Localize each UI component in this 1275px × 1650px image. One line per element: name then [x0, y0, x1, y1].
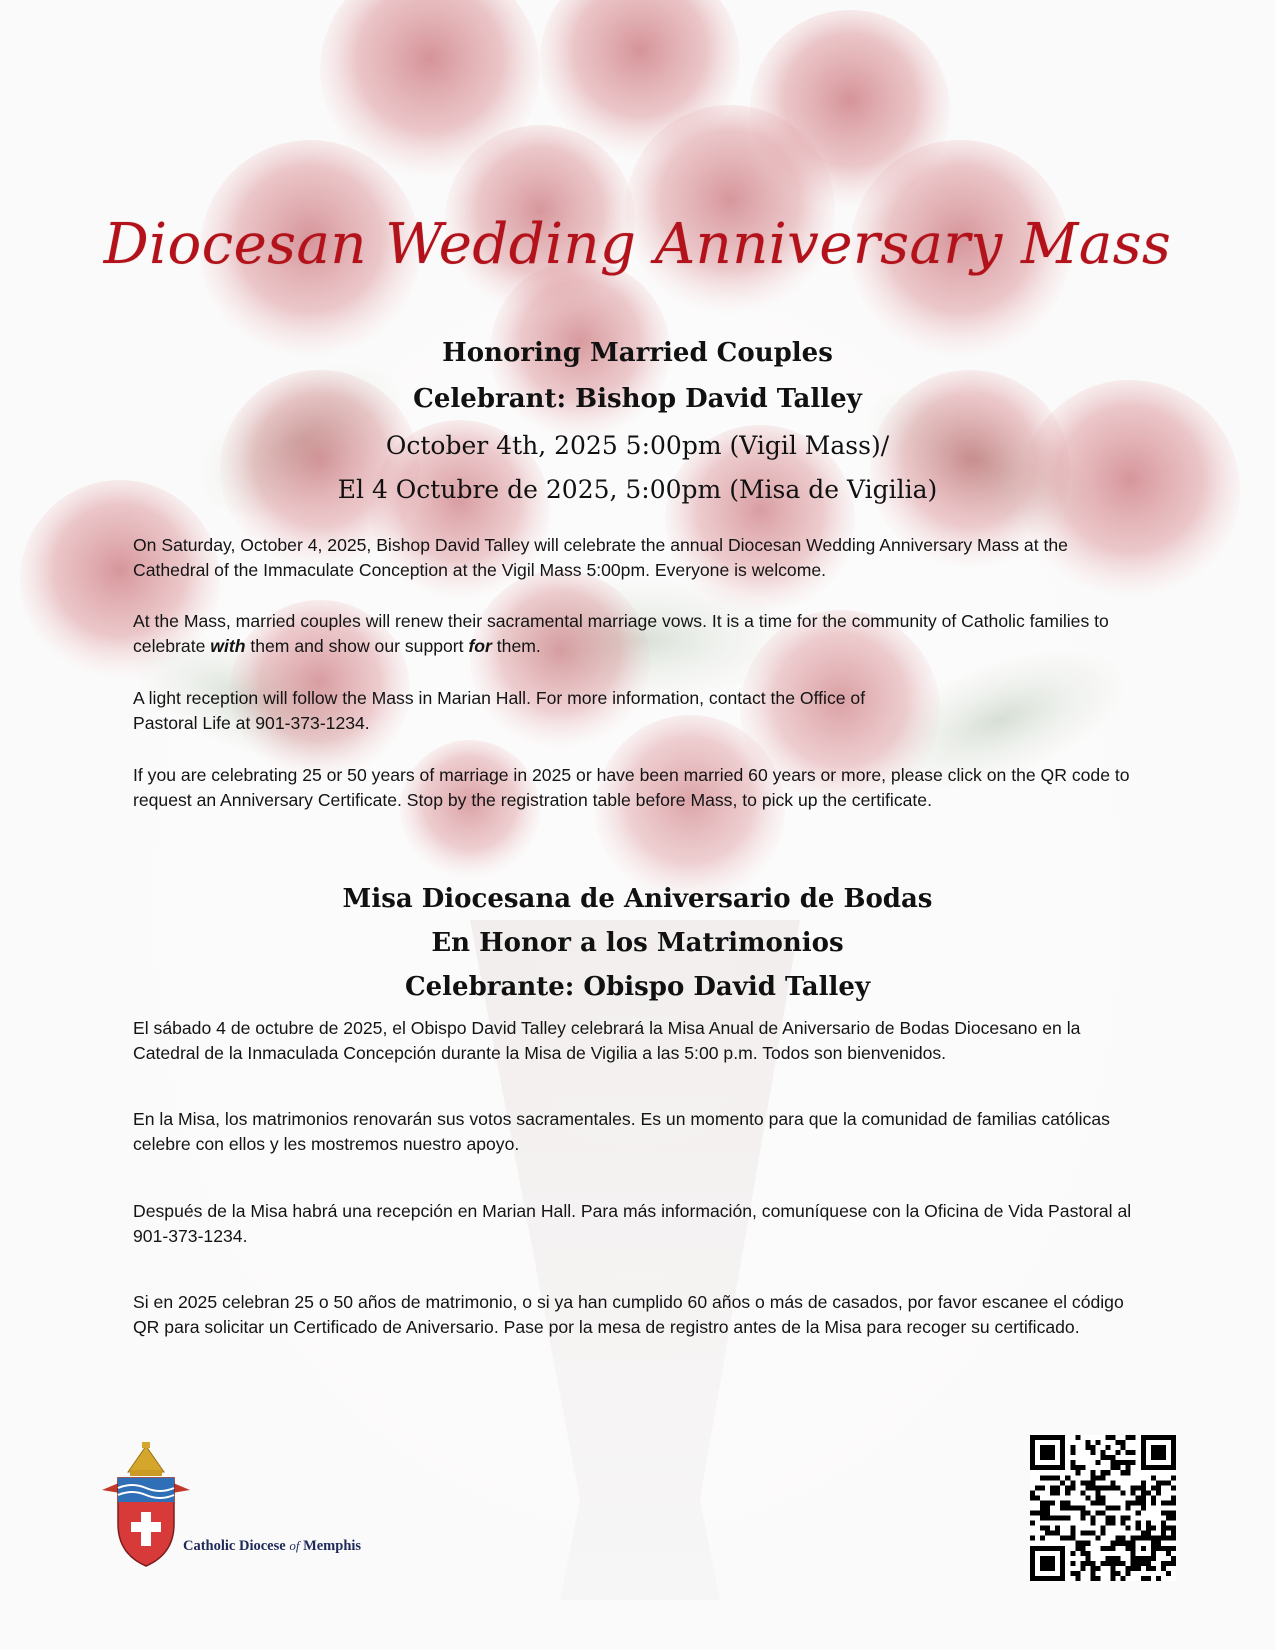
- page-title: Diocesan Wedding Anniversary Mass: [103, 212, 1172, 277]
- english-paragraph-3: A light reception will follow the Mass in Marian Hall. For more information, contact the Office of Pastoral Life at 901-373-1234.: [133, 688, 866, 733]
- english-paragraph-4: If you are celebrating 25 or 50 years of marriage in 2025 or have been married 60 years or more, please click on the QR code to request an Anniversary Certificate. Stop by the registration table before Mass, to pick up the certificate.: [133, 765, 1130, 810]
- english-paragraph-2: At the Mass, married couples will renew their sacramental marriage vows. It is a time for the community of Catholic families to celebrate with them and show our support for them.: [133, 611, 1109, 656]
- emphasis-with: with: [210, 636, 246, 656]
- date-line-english: October 4th, 2025 5:00pm (Vigil Mass)/: [385, 431, 890, 460]
- date-line-spanish: El 4 Octubre de 2025, 5:00pm (Misa de Vigilia): [337, 475, 938, 504]
- heading-honoring-couples: Honoring Married Couples: [442, 338, 833, 368]
- heading-celebrante: Celebrante: Obispo David Talley: [404, 972, 871, 1002]
- emphasis-for: for: [468, 636, 492, 656]
- heading-en-honor: En Honor a los Matrimonios: [431, 928, 844, 958]
- english-paragraph-1: On Saturday, October 4, 2025, Bishop David Talley will celebrate the annual Diocesan Wedding Anniversary Mass at the Cathedral of the Immaculate Conception at the Vigil Mass 5:00pm. Everyone is welcome.: [133, 535, 1068, 580]
- qr-code-icon[interactable]: [1030, 1435, 1176, 1581]
- heading-celebrant: Celebrant: Bishop David Talley: [413, 384, 862, 414]
- spanish-paragraph-2: En la Misa, los matrimonios renovarán sus votos sacramentales. Es un momento para que la comunidad de familias católicas celebre con ellos y les mostremos nuestro apoyo.: [133, 1109, 1110, 1154]
- spanish-paragraph-1: El sábado 4 de octubre de 2025, el Obispo David Talley celebrará la Misa Anual de Aniversario de Bodas Diocesano en la Catedral de la Inmaculada Concepción durante la Misa de Vigilia a las 5:00 p.m. Todos son bienvenidos.: [133, 1018, 1081, 1063]
- heading-misa-diocesana: Misa Diocesana de Aniversario de Bodas: [342, 884, 933, 914]
- spanish-paragraph-4: Si en 2025 celebran 25 o 50 años de matrimonio, o si ya han cumplido 60 años o más de casados, por favor escanee el código QR para solicitar un Certificado de Aniversario. Pase por la mesa de registro antes de la Misa para recoger su certificado.: [133, 1292, 1124, 1337]
- diocese-name: Catholic Diocese of Memphis: [183, 1538, 362, 1554]
- spanish-paragraph-3: Después de la Misa habrá una recepción en Marian Hall. Para más información, comuníquese con la Oficina de Vida Pastoral al 901-373-1234.: [133, 1201, 1132, 1246]
